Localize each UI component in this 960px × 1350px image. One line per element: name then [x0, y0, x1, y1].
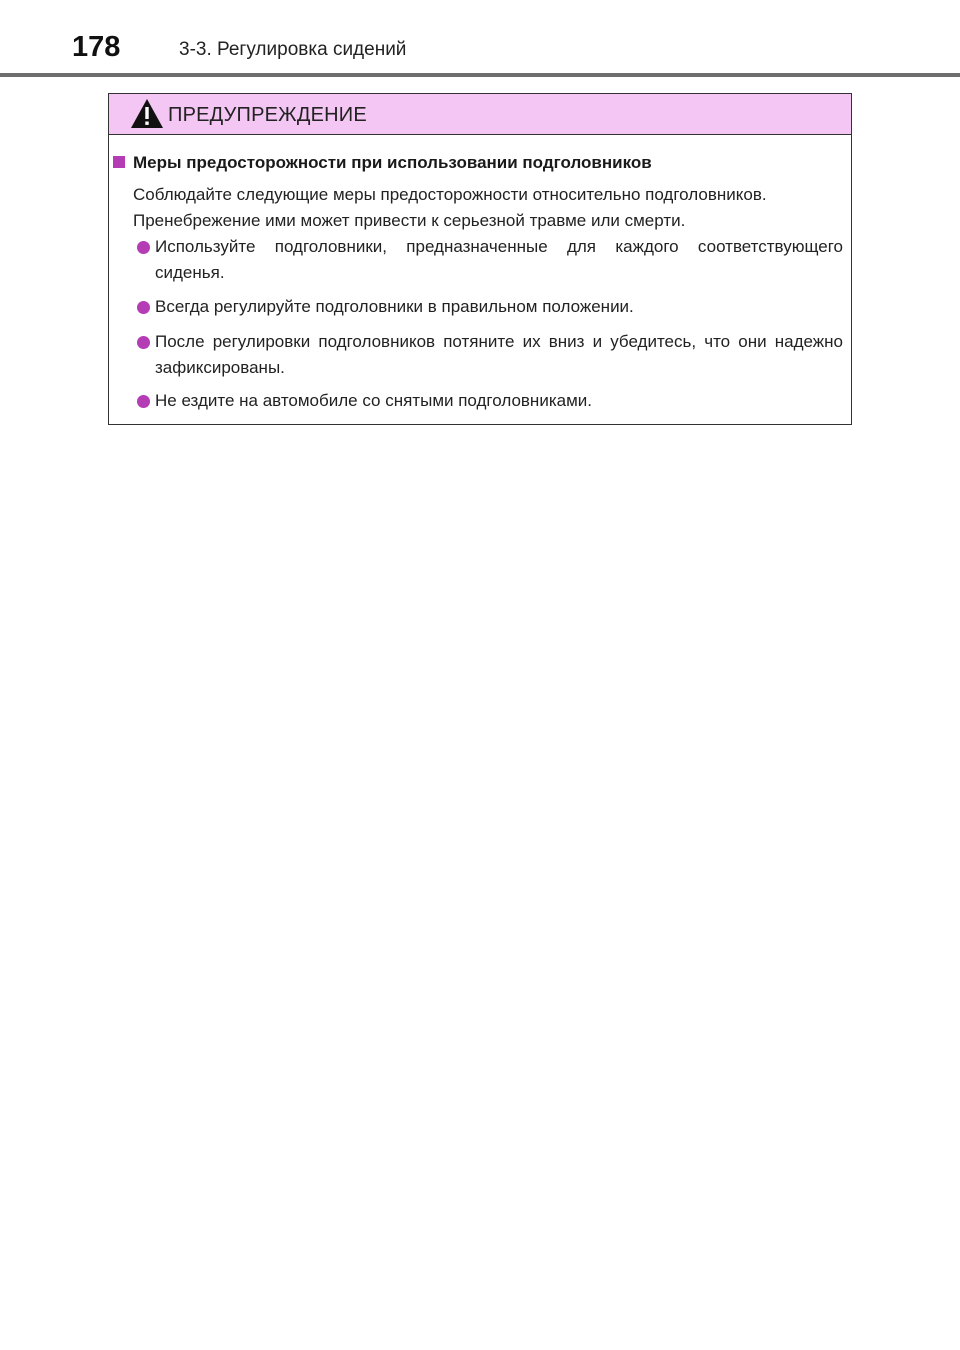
circle-bullet-icon: [137, 241, 150, 254]
list-item: [133, 234, 843, 286]
warning-header: [109, 94, 851, 135]
list-item-text: После регулировки подголовников потяните их вниз и убедитесь, что они надежно зафиксированы.: [155, 332, 843, 377]
list-item: [133, 329, 843, 381]
list-item: [133, 294, 843, 320]
list-item-text: Всегда регулируйте подголовники в правильном положении.: [155, 297, 634, 316]
warning-title: ПРЕДУПРЕЖДЕНИЕ: [168, 104, 367, 126]
warning-subheading: Меры предосторожности при использовании подголовников: [133, 153, 652, 172]
page-header: [0, 0, 960, 78]
list-item: [133, 388, 843, 414]
header-divider: [0, 73, 960, 77]
warning-triangle-icon: [130, 98, 164, 129]
warning-box: [108, 93, 852, 425]
section-title: 3-3. Регулировка сидений: [179, 39, 407, 60]
circle-bullet-icon: [137, 301, 150, 314]
list-item-text: Используйте подголовники, предназначенные для каждого соответствующего сиденья.: [155, 237, 843, 282]
circle-bullet-icon: [137, 395, 150, 408]
list-item-text: Не ездите на автомобиле со снятыми подголовниками.: [155, 391, 592, 410]
page-number: 178: [72, 31, 121, 63]
warning-intro: Соблюдайте следующие меры предосторожности относительно подголовников. Пренебрежение ими может привести к серьезной травме или смерти.: [133, 185, 767, 230]
square-bullet-icon: [113, 156, 125, 168]
circle-bullet-icon: [137, 336, 150, 349]
